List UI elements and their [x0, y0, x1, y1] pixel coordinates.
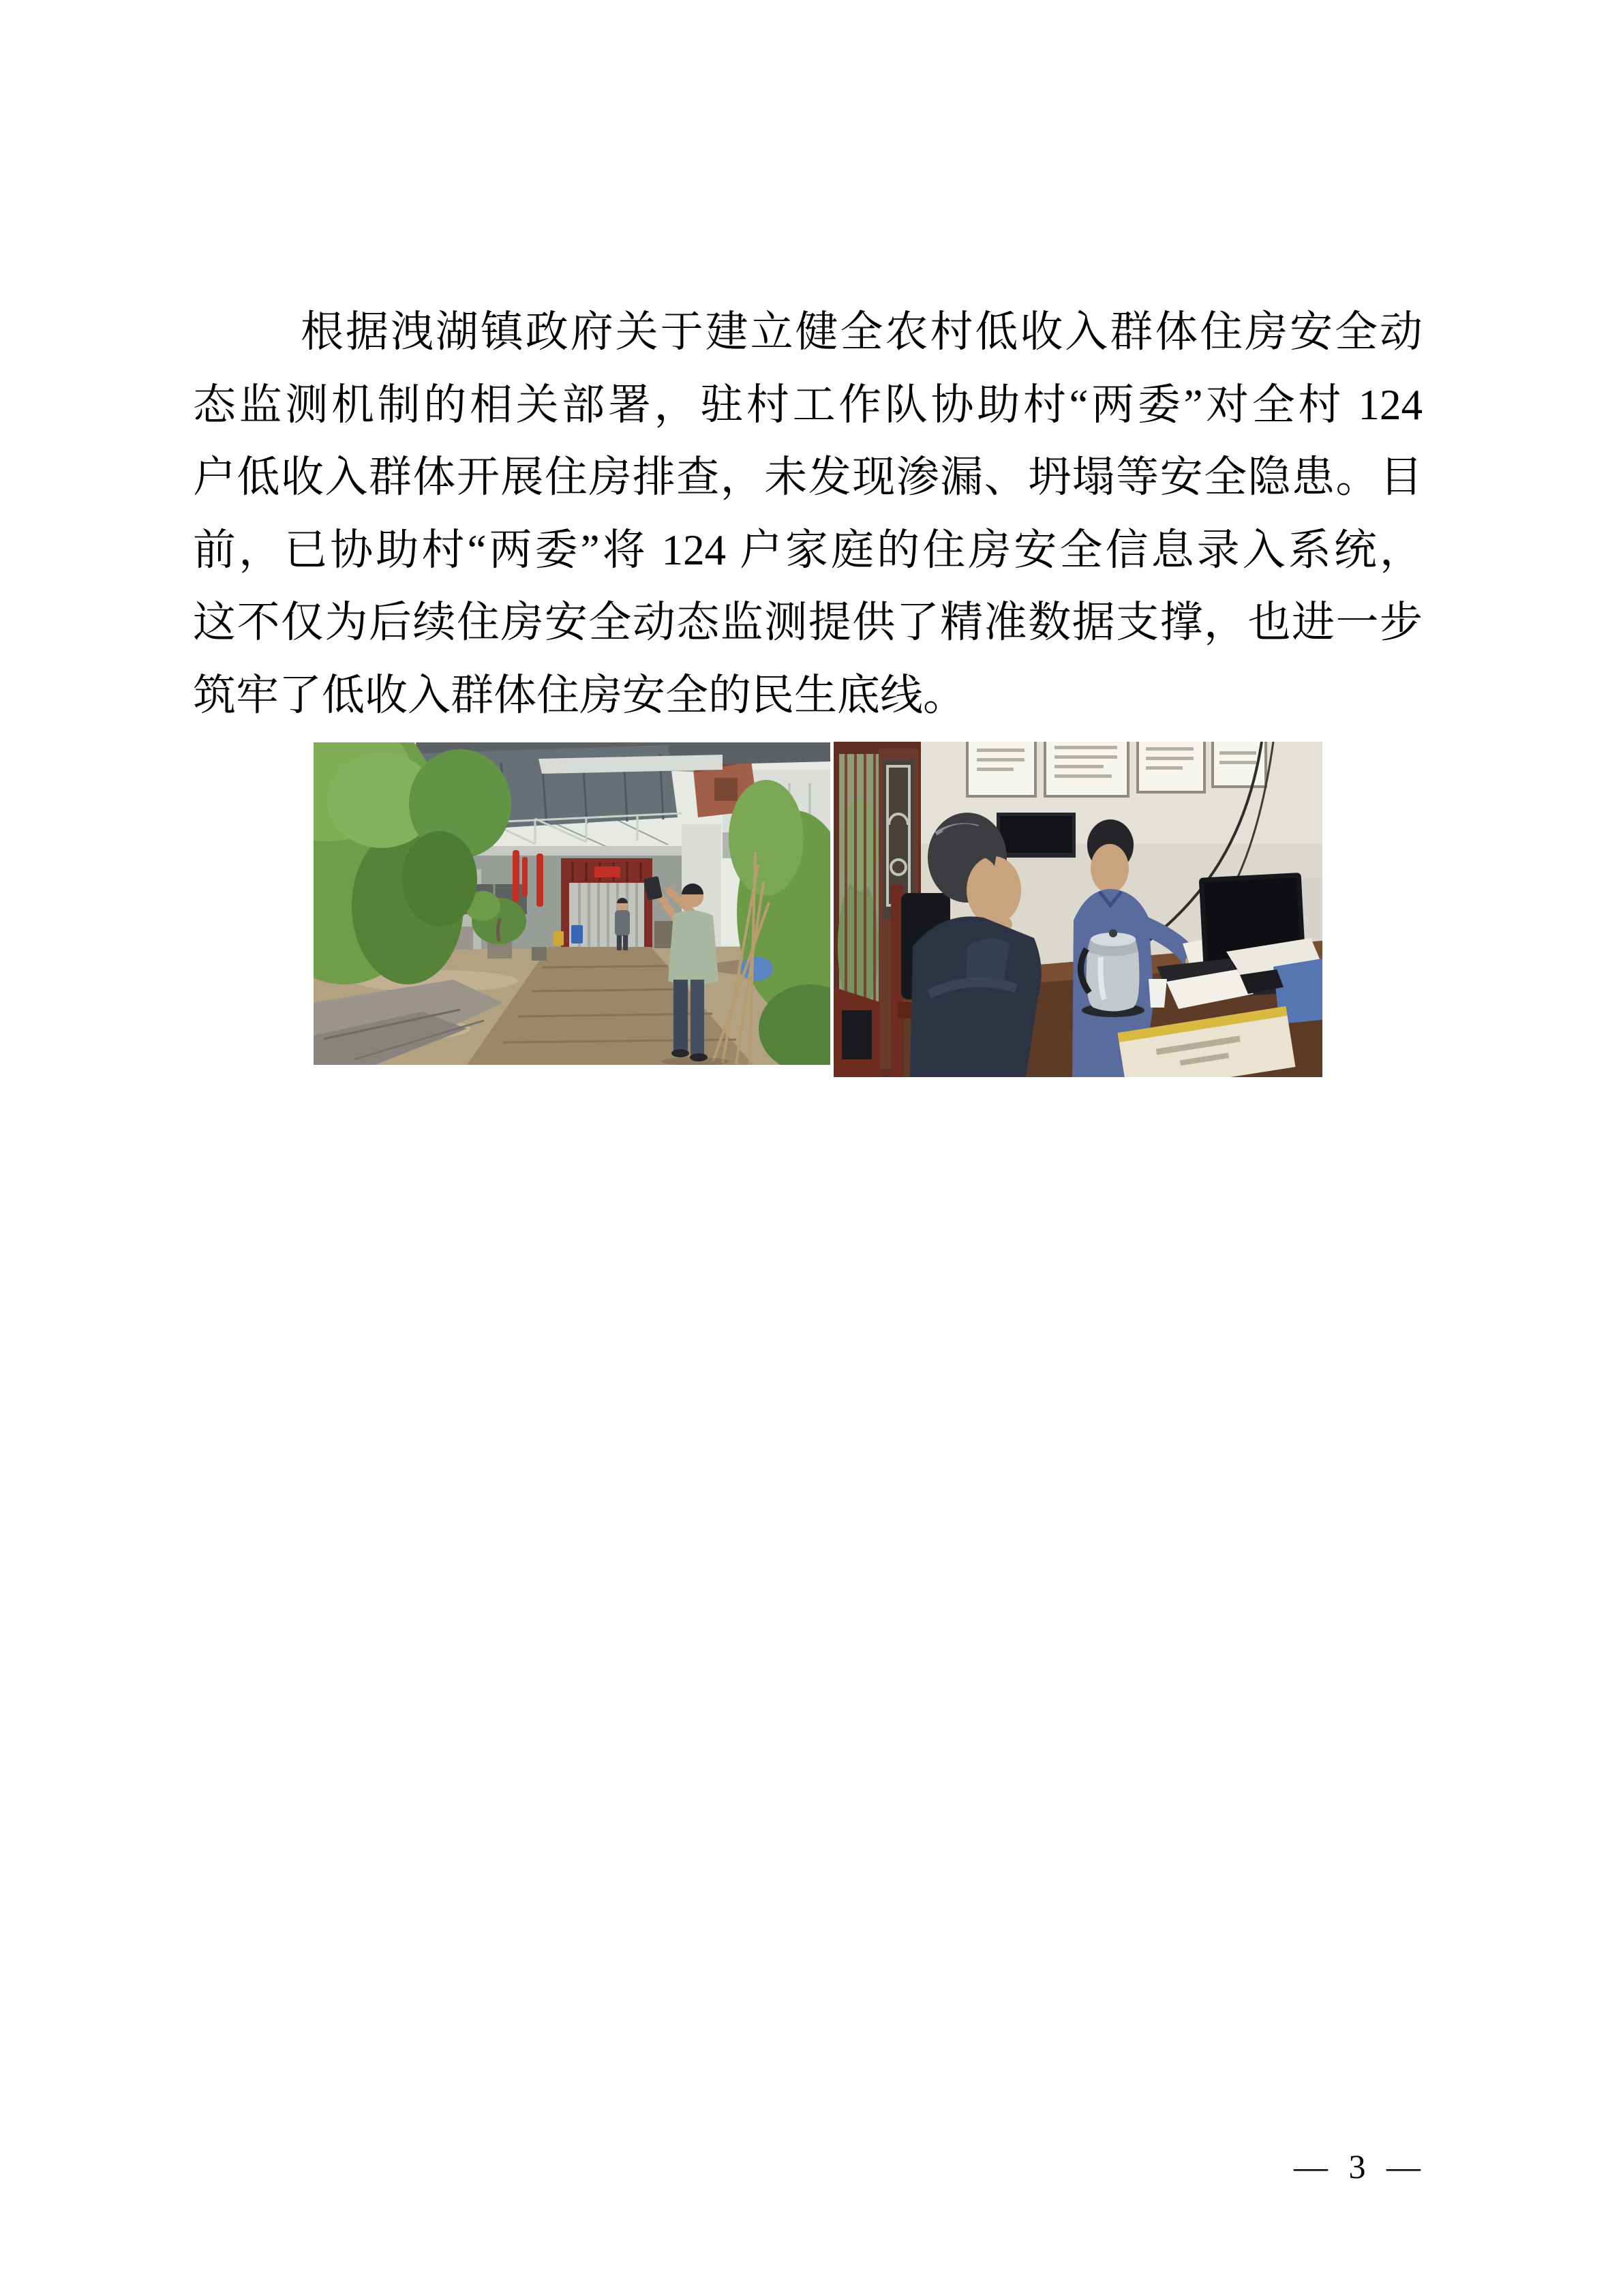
tv-screen	[997, 813, 1076, 858]
paragraph-line: 态监测机制的相关部署，驻村工作队协助村“两委”对全村 124	[193, 380, 1423, 429]
paper-cup	[1149, 979, 1167, 1008]
office-scene	[834, 742, 1322, 1077]
paragraph-line: 这不仅为后续住房安全动态监测提供了精准数据支撑，也进一步	[193, 599, 1423, 646]
paragraph-line: 筑牢了低收入群体住房安全的民生底线。	[193, 671, 966, 719]
courtyard-inspection-photo	[314, 742, 830, 1065]
electric-kettle	[1080, 929, 1144, 1017]
wall-certificates	[967, 742, 1266, 796]
paragraph	[193, 296, 1423, 731]
paragraph-line: 前，已协助村“两委”将 124 户家庭的住房安全信息录入系统，	[193, 526, 1423, 574]
page-number: — 3 —	[1294, 2147, 1423, 2186]
office-data-entry-photo	[834, 742, 1322, 1077]
corner-chair	[834, 987, 880, 1077]
courtyard-scene	[314, 742, 830, 1065]
paragraph-line: 户低收入群体开展住房排查，未发现渗漏、坍塌等安全隐患。目	[193, 453, 1423, 501]
paragraph-line: 根据洩湖镇政府关于建立健全农村低收入群体住房安全动	[301, 308, 1423, 356]
